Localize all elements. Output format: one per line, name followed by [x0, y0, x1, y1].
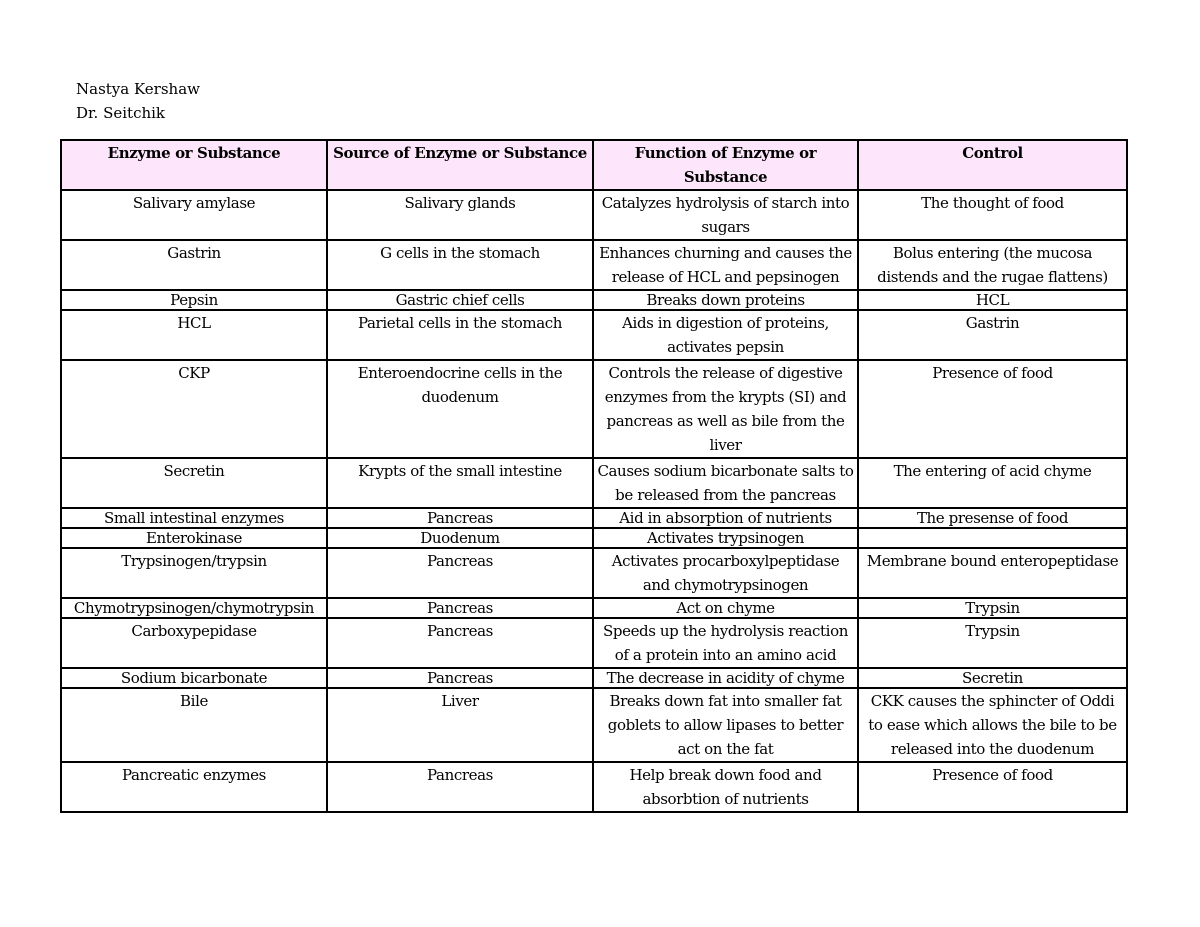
cell-source: Liver [327, 688, 593, 762]
cell-source: G cells in the stomach [327, 240, 593, 290]
cell-source: Pancreas [327, 618, 593, 668]
cell-enzyme: Sodium bicarbonate [61, 668, 327, 688]
table-row [61, 360, 1127, 458]
table-row [61, 688, 1127, 762]
cell-function: Aids in digestion of proteins, activates pepsin [593, 310, 858, 360]
table-row [61, 290, 1127, 310]
cell-control: The thought of food [858, 190, 1127, 240]
cell-source: Parietal cells in the stomach [327, 310, 593, 360]
header-enzyme: Enzyme or Substance [61, 140, 327, 190]
cell-control: Gastrin [858, 310, 1127, 360]
table-row [61, 240, 1127, 290]
table-row [61, 190, 1127, 240]
cell-source: Pancreas [327, 548, 593, 598]
cell-function: Activates procarboxylpeptidase and chymotrypsinogen [593, 548, 858, 598]
table-row [61, 528, 1127, 548]
cell-enzyme: Chymotrypsinogen/chymotrypsin [61, 598, 327, 618]
cell-control: Trypsin [858, 618, 1127, 668]
cell-function: Speeds up the hydrolysis reaction of a protein into an amino acid [593, 618, 858, 668]
cell-source: Pancreas [327, 508, 593, 528]
header-control: Control [858, 140, 1127, 190]
cell-control [858, 528, 1127, 548]
cell-source: Gastric chief cells [327, 290, 593, 310]
table-row [61, 668, 1127, 688]
cell-control: Presence of food [858, 762, 1127, 812]
cell-enzyme: HCL [61, 310, 327, 360]
header-function: Function of Enzyme or Substance [593, 140, 858, 190]
cell-source: Pancreas [327, 598, 593, 618]
cell-enzyme: Secretin [61, 458, 327, 508]
cell-control: Membrane bound enteropeptidase [858, 548, 1127, 598]
cell-control: Trypsin [858, 598, 1127, 618]
cell-source: Enteroendocrine cells in the duodenum [327, 360, 593, 458]
cell-source: Pancreas [327, 668, 593, 688]
cell-function: Breaks down proteins [593, 290, 858, 310]
cell-function: Enhances churning and causes the release of HCL and pepsinogen [593, 240, 858, 290]
cell-control: Presence of food [858, 360, 1127, 458]
table-row [61, 598, 1127, 618]
enzyme-table [60, 139, 1128, 813]
table-row [61, 458, 1127, 508]
cell-function: Causes sodium bicarbonate salts to be released from the pancreas [593, 458, 858, 508]
table-row [61, 618, 1127, 668]
table-row [61, 548, 1127, 598]
cell-function: Breaks down fat into smaller fat goblets to allow lipases to better act on the fat [593, 688, 858, 762]
student-name: Nastya Kershaw [76, 80, 200, 98]
cell-enzyme: Pancreatic enzymes [61, 762, 327, 812]
cell-control: HCL [858, 290, 1127, 310]
cell-function: Act on chyme [593, 598, 858, 618]
cell-function: Help break down food and absorbtion of nutrients [593, 762, 858, 812]
cell-function: Controls the release of digestive enzymes from the krypts (SI) and pancreas as well as bile from the liver [593, 360, 858, 458]
cell-control: Secretin [858, 668, 1127, 688]
cell-enzyme: Gastrin [61, 240, 327, 290]
cell-control: CKK causes the sphincter of Oddi to ease which allows the bile to be released into the duodenum [858, 688, 1127, 762]
cell-function: The decrease in acidity of chyme [593, 668, 858, 688]
cell-control: Bolus entering (the mucosa distends and the rugae flattens) [858, 240, 1127, 290]
table-row [61, 310, 1127, 360]
cell-source: Krypts of the small intestine [327, 458, 593, 508]
cell-enzyme: Carboxypepidase [61, 618, 327, 668]
cell-function: Catalyzes hydrolysis of starch into sugars [593, 190, 858, 240]
cell-enzyme: Small intestinal enzymes [61, 508, 327, 528]
cell-enzyme: Bile [61, 688, 327, 762]
cell-enzyme: CKP [61, 360, 327, 458]
instructor-name: Dr. Seitchik [76, 104, 166, 122]
document-header [76, 77, 200, 125]
table-row [61, 508, 1127, 528]
cell-function: Activates trypsinogen [593, 528, 858, 548]
cell-source: Pancreas [327, 762, 593, 812]
cell-enzyme: Trypsinogen/trypsin [61, 548, 327, 598]
cell-control: The presense of food [858, 508, 1127, 528]
cell-enzyme: Salivary amylase [61, 190, 327, 240]
cell-function: Aid in absorption of nutrients [593, 508, 858, 528]
cell-source: Duodenum [327, 528, 593, 548]
header-source: Source of Enzyme or Substance [327, 140, 593, 190]
table-row [61, 762, 1127, 812]
cell-source: Salivary glands [327, 190, 593, 240]
cell-control: The entering of acid chyme [858, 458, 1127, 508]
cell-enzyme: Enterokinase [61, 528, 327, 548]
table-header-row [61, 140, 1127, 190]
cell-enzyme: Pepsin [61, 290, 327, 310]
